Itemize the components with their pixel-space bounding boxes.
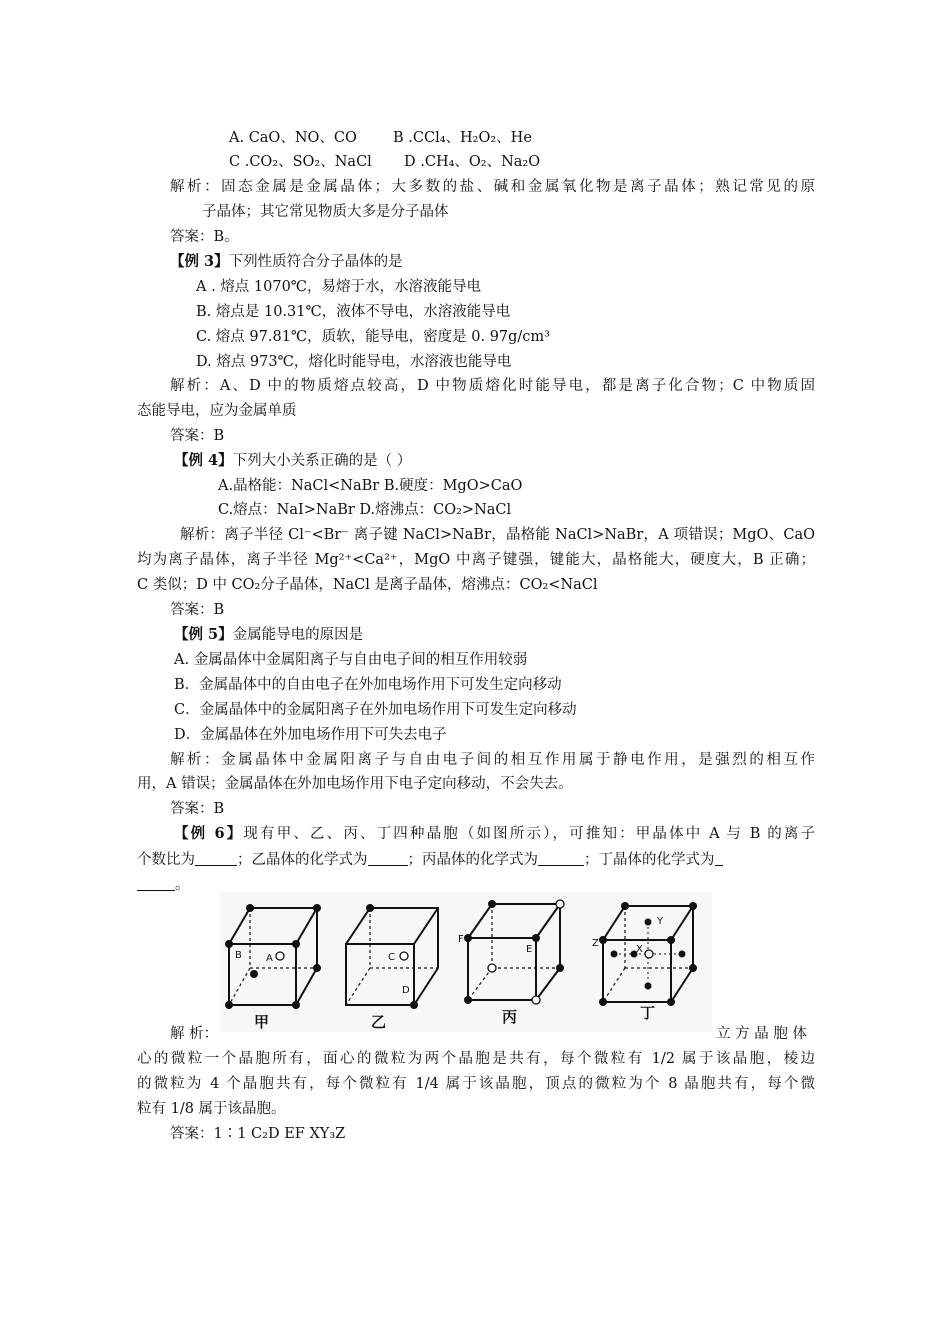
q6-analysis-line2: 心的微粒一个晶胞所有，面心的微粒为两个晶胞是共有，每个微粒有 1/2 属于该晶胞，棱边: [137, 1051, 815, 1067]
jia-atom-b: [250, 970, 258, 978]
caption-bing: 丙: [502, 1008, 518, 1026]
caption-ding: 丁: [640, 1004, 656, 1022]
q6-stem-part-b: ；乙晶体的化学式为: [237, 852, 368, 868]
label-x: X: [636, 944, 643, 955]
q6-stem-line1: [174, 824, 815, 844]
blank-ding-formula-end[interactable]: [137, 876, 175, 891]
q6-stem-part-d: ；丁晶体的化学式为: [584, 852, 715, 868]
q2-answer: 答案：B。: [170, 229, 239, 245]
q6-stem-text: 现有甲、乙、丙、丁四种晶胞（如图所示），可推知：甲晶体中 A 与 B 的离子: [243, 826, 816, 842]
q6-answer: 答案：1∶1 C₂D EF XY₃Z: [170, 1126, 346, 1142]
q5-tag: 【例 5】: [174, 626, 233, 643]
q6-analysis-line4: 粒有 1/8 属于该晶胞。: [137, 1101, 286, 1117]
bing-corner-open: [556, 900, 564, 908]
q6-analysis-line3: 的微粒为 4 个晶胞共有，每个微粒有 1/4 属于该晶胞，顶点的微粒为个 8 晶胞共有，每个微: [137, 1076, 815, 1092]
q4-heading: [174, 451, 411, 471]
q6-stem-end: 。: [175, 877, 190, 893]
q3-option-a: A . 熔点 1070℃，易熔于水，水溶液能导电: [196, 279, 482, 295]
q6-tag: 【例 6】: [174, 825, 244, 842]
caption-yi: 乙: [371, 1013, 387, 1031]
q2-analysis-line1: 解析：固态金属是金属晶体；大多数的盐、碱和金属氧化物是离子晶体；熟记常见的原: [170, 179, 815, 195]
blank-ding-formula-start[interactable]: [715, 851, 723, 866]
q5-option-d: D．金属晶体在外加电场作用下可失去电子: [174, 727, 447, 743]
q3-heading: [170, 252, 403, 272]
figure-background: [220, 892, 712, 1032]
label-y: Y: [657, 916, 664, 927]
q3-option-b: B. 熔点是 10.31℃，液体不导电，水溶液能导电: [196, 304, 511, 320]
blank-yi-formula[interactable]: [368, 851, 408, 866]
q3-analysis-line2: 态能导电，应为金属单质: [137, 403, 297, 419]
bing-corner-open-2: [532, 996, 540, 1004]
label-b: B: [235, 950, 242, 961]
q6-analysis-tail: 立 方 晶 胞 体: [716, 1026, 807, 1042]
label-e: E: [526, 944, 533, 955]
jia-atom-a: [276, 952, 284, 960]
q5-stem: 金属能导电的原因是: [232, 627, 364, 643]
label-f: F: [458, 934, 464, 945]
q5-heading: [174, 625, 363, 645]
crystal-cells-figure: [220, 892, 712, 1032]
q3-option-c: C. 熔点 97.81℃，质软，能导电，密度是 0. 97g/cm³: [196, 329, 550, 345]
q4-analysis-line3: C 类似；D 中 CO₂分子晶体，NaCl 是离子晶体，熔沸点：CO₂<NaCl: [137, 577, 598, 593]
q4-tag: 【例 4】: [174, 452, 233, 469]
label-d: D: [402, 985, 410, 996]
q4-options-ab: A.晶格能：NaCl<NaBr B.硬度：MgO>CaO: [218, 478, 523, 494]
q3-option-d: D. 熔点 973℃，熔化时能导电，水溶液也能导电: [196, 354, 512, 370]
blank-ratio[interactable]: [195, 851, 237, 866]
q5-analysis-line1: 解析：金属晶体中金属阳离子与自由电子间的相互作用属于静电作用，是强烈的相互作: [170, 752, 815, 768]
q4-answer: 答案：B: [170, 602, 225, 618]
q6-stem-line2: [137, 850, 723, 870]
ding-atom-x: [645, 950, 653, 958]
q3-answer: 答案：B: [170, 428, 225, 444]
q6-stem-part-c: ；丙晶体的化学式为: [407, 852, 538, 868]
q3-tag: 【例 3】: [170, 253, 229, 270]
blank-bing-formula[interactable]: [538, 851, 584, 866]
q2-option-c: C .CO₂、SO₂、NaCl: [229, 154, 372, 170]
caption-jia: 甲: [254, 1013, 270, 1031]
q4-analysis-line1: 解析：离子半径 Cl⁻<Br⁻ 离子键 NaCl>NaBr，晶格能 NaCl>NaBr，A 项错误；MgO、CaO: [180, 527, 815, 543]
q4-stem: 下列大小关系正确的是（ ）: [232, 453, 412, 469]
q2-option-d: D .CH₄、O₂、Na₂O: [404, 154, 541, 170]
q5-option-b: B．金属晶体中的自由电子在外加电场作用下可发生定向移动: [174, 677, 562, 693]
yi-atom-c: [400, 952, 408, 960]
q2-analysis-line2: 子晶体；其它常见物质大多是分子晶体: [202, 204, 449, 220]
q6-analysis-head: 解 析：: [170, 1026, 219, 1042]
q5-option-a: A. 金属晶体中金属阳离子与自由电子间的相互作用较弱: [174, 652, 528, 668]
label-z: Z: [592, 938, 599, 949]
q6-stem-line3: [137, 875, 190, 895]
label-c: C: [388, 952, 395, 963]
q2-option-b: B .CCl₄、H₂O₂、He: [393, 130, 532, 146]
q4-options-cd: C.熔点：NaI>NaBr D.熔沸点：CO₂>NaCl: [218, 502, 512, 518]
q5-option-c: C．金属晶体中的金属阳离子在外加电场作用下可发生定向移动: [174, 702, 577, 718]
q5-answer: 答案：B: [170, 801, 225, 817]
q3-stem: 下列性质符合分子晶体的是: [228, 254, 403, 270]
q4-analysis-line2: 均为离子晶体，离子半径 Mg²⁺<Ca²⁺，MgO 中离子键强，键能大，晶格能大，硬度大，B 正确；: [137, 552, 815, 568]
bing-corner-open-3: [488, 964, 496, 972]
q6-stem-part-a: 个数比为: [137, 852, 195, 868]
q2-option-a: A. CaO、NO、CO: [229, 130, 357, 146]
q3-analysis-line1: 解析：A、D 中的物质熔点较高，D 中物质熔化时能导电，都是离子化合物；C 中物质固: [170, 378, 815, 394]
q5-analysis-line2: 用，A 错误；金属晶体在外加电场作用下电子定向移动，不会失去。: [137, 776, 573, 792]
label-a: A: [266, 953, 273, 964]
